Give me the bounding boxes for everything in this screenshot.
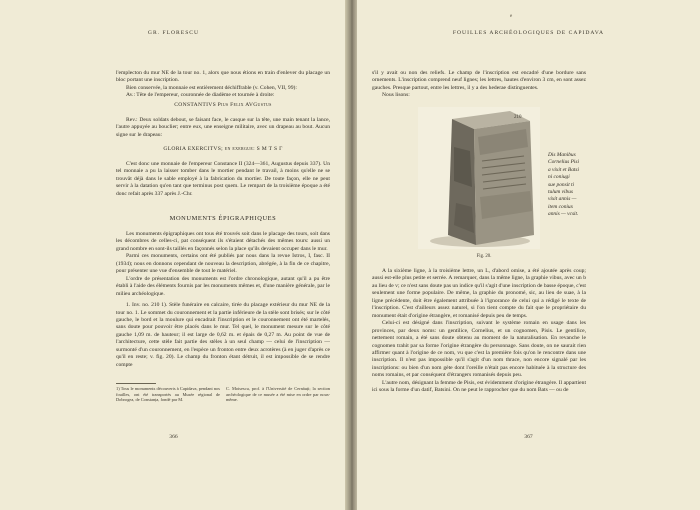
paragraph: Celui-ci est désigné dans l'inscription, suivant le système romain en usage dans les provinces, par deux noms: un gentilice, Cornelius, et un cognomen, Pisis. Le gentilice, nettement romain, a été sans doute obtenu au moment de la naturalisation. En revanche le cognomen trahit par sa forme l'origine étrangère du personnage. Sans doute, on ne saurait rien affirmer quant à l'origine de ce nom, vu que c'est la première fois qu'on le rencontre dans une inscription. Il n'est pas impossible qu'il s'agit d'un nom thrace, non encore signalé par les inscriptions: ou bien d'un nom gète dont l'oreille n'était pas encore habituée à la structure des noms romains, et par conséquent d'étrangers romanisés depuis peu.	[372, 320, 586, 379]
section-heading: MONUMENTS ÉPIGRAPHIQUES	[169, 215, 277, 222]
left-section-text	[116, 231, 330, 369]
paragraph: s'il y avait ou non des reliefs. Le champ de l'inscription est encadré d'une bordure sans ornements. L'inscription comprend neuf lignes; les lettres, hautes d'environ 3 cm, en sont assez gauches. Presque partout, entre les lettres, il y a des hederae distinguentes.	[372, 70, 586, 91]
stone-number: 210	[514, 115, 522, 120]
right-running-header: FOUILLES ARCHÉOLOGIQUES DE CAPIDAVA	[452, 30, 605, 36]
inscription-line: Dis Manibus	[548, 152, 576, 158]
inscription-line: ni coniugi	[548, 174, 570, 181]
footnote-rule	[116, 383, 156, 384]
reverse-description	[116, 117, 330, 139]
footnote-left-column: 1) Tous le monuments découverts à Capidava, pendant nos fouilles, ont été transportés au Musée régional de Dobrogea, de Constanța, fondé par M.	[116, 386, 220, 403]
left-running-header: GR. FLORESCU	[147, 30, 200, 36]
right-text-bottom	[372, 268, 586, 395]
inscription-line: annis — vcsit.	[548, 211, 579, 218]
inscription-reading	[548, 152, 608, 219]
paragraph: Rev.: Deux soldats debout, se faisant face, le casque sur la tête, une main tenant la lance, l'autre appuyée au bouclier; entre eux, une enseigne militaire, avec un drapeau au bout. Aucun signe sur le drapeau:	[116, 117, 330, 138]
stele-photograph	[418, 107, 540, 249]
paragraph: Parmi ces monuments, certains ont été publiés par nous dans la revue Istros, I, fasc. II (1934); nous en donnons cependant de nouveau la description, abrégée, à la fin de ce chapitre, pour présenter une vue d'ensemble de tout le matériel.	[116, 253, 330, 275]
paragraph: Les monuments épigraphiques ont tous été trouvés soit dans le placage des tours, soit dans les décombres de celles-ci, pat conséquent ils s'étaient détachés des mêmes tours: aussi un grand nombre en sont-ils taillés en façonnés selon la place qu'ils devaient occuper dans le mur.	[116, 231, 330, 252]
paragraph: L'autre nom, désignant la femme de Pisis, est évidemment d'origine étrangère. Il appartient ici sous la forme d'un datif, Batsini. On ne peut le rapprocher que du nom Bats — ou de	[372, 379, 586, 394]
right-text-top	[372, 70, 586, 100]
paragraph: Bien conservée, la monnaie est entièrement déchiffrable (v. Cohen, VII, 99):	[126, 84, 297, 91]
paragraph: Nous lisons:	[382, 92, 410, 99]
inscription-line: item coniux	[548, 203, 573, 210]
paragraph: l'emplecton du mur NE de la tour no. 1, alors que nous étions en train d'enlever du placage un bloc portant une inscription.	[116, 70, 330, 84]
inscription-line: vixit annis —	[548, 196, 577, 203]
figure-caption: Fig. 20.	[476, 254, 492, 259]
corner-mark: e	[510, 14, 513, 19]
inscription-line: tulum vibus	[548, 189, 574, 196]
paragraph: Av.: Tête de l'empereur, couronnée de diadème et tournée à droite:	[126, 92, 275, 99]
inscription-line: a vixit et Batsi	[548, 166, 579, 173]
dating-paragraph	[116, 161, 330, 198]
paragraph: C'est donc une monnaie de l'empereur Constance II (324—361, Augustus depuis 337). Un tel monnaie a pu la laisser tomber dans le mortier pendant le travail, à moins qu'elle ne se trouvât déjà dans le sable employé à la fabrication du mortier. De toute façon, elle ne peut servir à la datation qu'en tant que terminus post quem. Le rempart de la troisième époque a été donc refait après 337 après J.-Chr.	[116, 161, 330, 197]
reverse-legend: GLORIA EXERCITVS; en exergue: S M T S Γ	[163, 146, 283, 152]
stele-image	[418, 107, 540, 249]
paragraph: L'ordre de présentation des monuments est l'ordre chronologique, autant qu'il a pu être établi à l'aide des éléments fournis par les monuments mêmes et, d'une manière générale, par le milieu archéologique.	[116, 275, 330, 297]
paragraph: 1. Inv. no. 210 1). Stèle funéraire en calcaire, tirée du placage extérieur du mur NE de la tour no. 1. Le sommet du couronnement et la partie inférieure de la stèle sont brisés; sur le côté gauche, le bord et la moulure qui encadrait l'inscription et le couronnement ont été martelés, sans doute pour pouvoir être placés dans le mur. Tel quel, le monument mesure sur le côté gauche 1,09 m. de hauteur; il est large de 0,62 m. et épais de 0,27 m. Au point de vue de l'architecture, cette stèle fait partie des stèles à un seul champ — celui de l'inscription — surmonté d'un couronnement, en l'espèce un fronton entre deux acrotères (à en juger d'après ce qu'il en reste; v. fig. 20). Le champ du fronton étant détruit, il est impossible de se rendre compte	[116, 302, 330, 368]
paragraph: A la sixième ligne, à la troisième lettre, un L, d'abord omise, a été ajoutée après coup; aussi est-elle plus petite et serrée. A remarquer, dans la même ligne, la graphie vibus, avec un b au lieu de v; ce n'est sans doute pas un indice qu'il s'agit d'une inscription de basse époque, c'est seulement une forme populaire. De même, la graphie du pronomé, sic, au lieu de suae, à la ligne précédente, doit être également attribuée à l'ignorance de celui qui a rédigé le texte de l'inscription. C'est d'ailleurs assez naturel, si l'on tient compte du fait que le propriétaire du monument était d'origine étrangère, et romanisé depuis peu de temps.	[372, 268, 586, 319]
inscription-line: Cornelius Pisi	[548, 159, 579, 166]
right-page-number: 367	[524, 434, 533, 440]
left-page-number: 366	[169, 434, 178, 440]
inscription-line: sue ponsit ti	[548, 181, 575, 188]
obverse-legend: CONSTANTIVS Pius Felix AVGustus	[174, 102, 272, 108]
footnote-right-column: C. Moisescu, prof. à l'Université de Cernăuți; la section archéologique de ce musée a été mise en ordre par nous-même.	[226, 386, 330, 403]
left-text-top	[116, 70, 330, 100]
